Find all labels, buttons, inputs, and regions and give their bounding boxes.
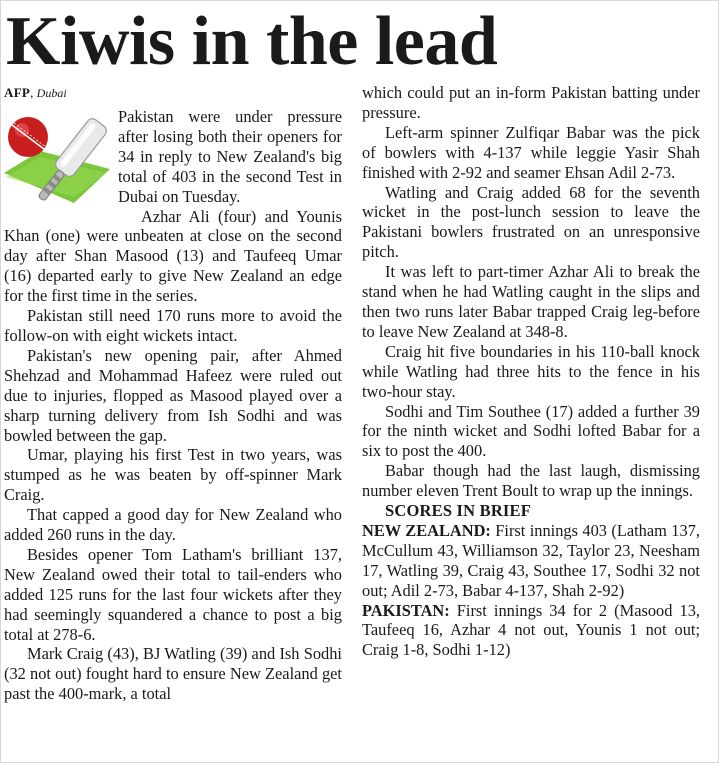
scores-pakistan <box>362 601 700 661</box>
paragraph: Craig hit five boundaries in his 110-ball knock while Watling had three hits to the fence in his two-hour stay. <box>362 341 700 401</box>
paragraph: Mark Craig (43), BJ Watling (39) and Ish Sodhi (32 not out) fought hard to ensure New Zealand get past the 400-mark, a total <box>4 644 342 704</box>
team-name: PAKISTAN: <box>362 600 450 620</box>
team-score-detail: First innings 34 for 2 (Masood 13, Taufeeq 16, Azhar 4 not out, Younis 1 not out; Craig 1-8, Sodhi 1-12) <box>362 600 700 660</box>
scores-heading: SCORES IN BRIEF <box>385 501 532 521</box>
byline-separator: , <box>30 85 37 100</box>
cricket-ball-bat-icon <box>2 107 114 219</box>
byline-location: Dubai <box>36 86 67 100</box>
paragraph-continuation: which could put an in-form Pakistan batting under pressure. <box>362 83 700 122</box>
scores-new-zealand <box>362 521 700 601</box>
byline-agency: AFP <box>4 85 31 100</box>
right-column <box>362 83 700 660</box>
paragraph: Pakistan's new opening pair, after Ahmed Shehzad and Mohammad Hafeez were ruled out due to injuries, flopped as Masood played over a sharp turning delivery from Ish Sodhi and was bowled between the gap. <box>4 345 342 445</box>
paragraph: Pakistan were under pressure after losing both their openers for 34 in reply to New Zealand's big total of 403 in the second Test in Dubai on Tuesday. <box>118 107 342 206</box>
paragraph: Pakistan still need 170 runs more to avoid the follow-on with eight wickets intact. <box>4 306 342 345</box>
headline: Kiwis in the lead <box>6 3 498 80</box>
left-column <box>4 83 342 704</box>
paragraph: Besides opener Tom Latham's brilliant 137, New Zealand owed their total to tail-enders who added 125 runs for the last four wickets after they had seemingly squandered a chance to post a big total at 278-6. <box>4 544 342 644</box>
paragraph: Watling and Craig added 68 for the seventh wicket in the post-lunch session to leave the Pakistani bowlers frustrated on an unresponsive pitch. <box>362 182 700 262</box>
ball-icon <box>8 117 48 157</box>
paragraph: It was left to part-timer Azhar Ali to break the stand when he had Watling caught in the slips and then two runs later Babar trapped Craig leg-before to leave New Zealand at 348-8. <box>362 262 700 341</box>
paragraph: Umar, playing his first Test in two years, was stumped as he was beaten by off-spinner Mark Craig. <box>4 445 342 505</box>
team-name: NEW ZEALAND: <box>362 520 491 540</box>
byline <box>4 83 342 103</box>
paragraph: Sodhi and Tim Southee (17) added a further 39 for the ninth wicket and Sodhi lofted Babar for a six to post the 400. <box>362 401 700 461</box>
paragraph: Babar though had the last laugh, dismissing number eleven Trent Boult to wrap up the innings. <box>362 461 700 501</box>
paragraph: Left-arm spinner Zulfiqar Babar was the pick of bowlers with 4-137 while leggie Yasir Shah finished with 2-92 and seamer Ehsan Adil 2-73. <box>362 122 700 182</box>
paragraph: Azhar Ali (four) and Younis Khan (one) were unbeaten at close on the second day after Shan Masood (13) and Taufeeq Umar (16) departed early to give New Zealand an edge for the first time in the series. <box>4 206 342 306</box>
team-score-detail: First innings 403 (Latham 137, McCullum 43, Williamson 32, Taylor 23, Neesham 17, Watling 39, Craig 43, Southee 17, Sodhi 32 not out; Adil 2-73, Babar 4-137, Shah 2-92) <box>362 520 700 600</box>
paragraph: That capped a good day for New Zealand who added 260 runs in the day. <box>4 505 342 545</box>
